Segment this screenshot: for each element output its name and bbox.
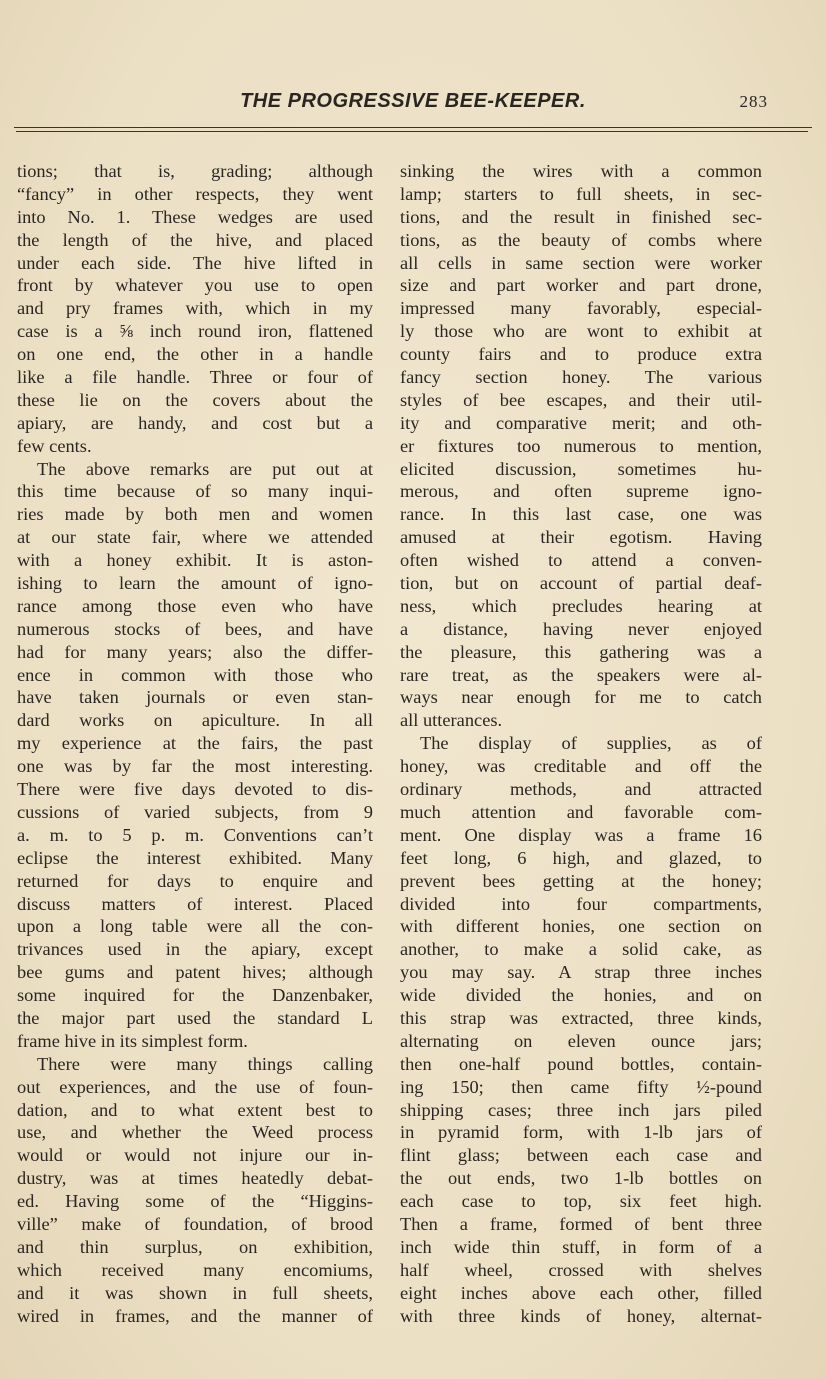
text-line: dard works on apiculture. In all — [17, 710, 373, 731]
text-line: prevent bees getting at the honey; — [400, 870, 762, 891]
page-number: 283 — [739, 92, 768, 111]
text-line: ordinary methods, and attracted — [400, 779, 762, 800]
page-header — [0, 90, 826, 120]
text-line: ries made by both men and women — [17, 504, 373, 525]
text-line: The above remarks are put out at — [37, 458, 373, 479]
text-line: honey, was creditable and off the — [400, 756, 762, 777]
text-line: a. m. to 5 p. m. Conventions can’t — [17, 824, 373, 845]
text-line: divided into four compartments, — [400, 893, 762, 914]
text-line: all cells in same section were worker — [400, 252, 762, 273]
text-line: each case to top, six feet high. — [400, 1191, 762, 1212]
text-line: eclipse the interest exhibited. Many — [17, 847, 373, 868]
text-line: this time because of so many inqui- — [17, 481, 373, 502]
text-line: out experiences, and the use of foun- — [17, 1076, 373, 1097]
text-line: There were many things calling — [37, 1053, 373, 1074]
text-line: tions, and the result in finished sec- — [400, 206, 762, 227]
text-line: half wheel, crossed with shelves — [400, 1259, 762, 1280]
text-line: ity and comparative merit; and oth- — [400, 412, 762, 433]
header-rule — [14, 127, 812, 128]
text-line: under each side. The hive lifted in — [17, 252, 373, 273]
text-line: There were five days devoted to dis- — [17, 779, 373, 800]
text-line: dustry, was at times heatedly debat- — [17, 1168, 373, 1189]
right-column — [400, 160, 762, 1327]
text-line: wide divided the honies, and on — [400, 985, 762, 1006]
text-line: ment. One display was a frame 16 — [400, 824, 762, 845]
text-line: sinking the wires with a common — [400, 161, 762, 181]
text-line: few cents. — [17, 435, 92, 456]
text-line: like a file handle. Three or four of — [17, 367, 373, 388]
text-line: tions; that is, grading; although — [17, 161, 373, 181]
text-line: much attention and favorable com- — [400, 801, 762, 822]
text-line: front by whatever you use to open — [17, 275, 373, 296]
text-line: ishing to learn the amount of igno- — [17, 573, 373, 594]
text-line: lamp; starters to full sheets, in sec- — [400, 183, 762, 204]
text-line: this strap was extracted, three kinds, — [400, 1007, 762, 1028]
text-line: tion, but on account of partial deaf- — [400, 573, 762, 594]
text-line: the length of the hive, and placed — [17, 229, 373, 250]
text-line: case is a ⅝ inch round iron, flattened — [17, 321, 373, 342]
text-line: these lie on the covers about the — [17, 389, 373, 410]
text-line: er fixtures too numerous to mention, — [400, 435, 762, 456]
text-line: The display of supplies, as of — [420, 733, 762, 754]
text-line: some inquired for the Danzenbaker, — [17, 985, 373, 1006]
running-title: THE PROGRESSIVE BEE-KEEPER. — [240, 90, 586, 112]
text-line: in pyramid form, with 1-lb jars of — [400, 1122, 762, 1143]
text-line: amused at their egotism. Having — [400, 527, 762, 548]
text-line: returned for days to enquire and — [17, 870, 373, 891]
text-line: alternating on eleven ounce jars; — [400, 1030, 762, 1051]
header-rule-thin — [16, 131, 808, 132]
text-line: styles of bee escapes, and their util- — [400, 389, 762, 410]
text-line: had for many years; also the differ- — [17, 641, 373, 662]
text-line: have taken journals or even stan- — [17, 687, 373, 708]
text-line: often wished to attend a conven- — [400, 550, 762, 571]
text-line: into No. 1. These wedges are used — [17, 206, 373, 227]
text-line: Then a frame, formed of bent three — [400, 1213, 762, 1234]
text-line: upon a long table were all the con- — [17, 916, 373, 937]
text-line: feet long, 6 high, and glazed, to — [400, 847, 762, 868]
text-line: the pleasure, this gathering was a — [400, 641, 762, 662]
text-line: you may say. A strap three inches — [400, 962, 762, 983]
text-line: rance. In this last case, one was — [400, 504, 762, 525]
text-line: county fairs and to produce extra — [400, 344, 762, 365]
text-line: and thin surplus, on exhibition, — [17, 1236, 373, 1257]
text-line: ed. Having some of the “Higgins- — [17, 1191, 373, 1212]
text-line: eight inches above each other, filled — [400, 1282, 762, 1303]
text-line: rance among those even who have — [17, 595, 373, 616]
text-line: rare treat, as the speakers were al- — [400, 664, 762, 685]
text-line: ing 150; then came fifty ½-pound — [400, 1076, 762, 1097]
text-line: bee gums and patent hives; although — [17, 962, 373, 983]
text-line: discuss matters of interest. Placed — [17, 893, 373, 914]
text-line: shipping cases; three inch jars piled — [400, 1099, 762, 1120]
text-line: at our state fair, where we attended — [17, 527, 373, 548]
text-line: ly those who are wont to exhibit at — [400, 321, 762, 342]
text-line: inch wide thin stuff, in form of a — [400, 1236, 762, 1257]
text-line: ways near enough for me to catch — [400, 687, 762, 708]
text-line: apiary, are handy, and cost but a — [17, 412, 373, 433]
text-line: frame hive in its simplest form. — [17, 1030, 248, 1051]
text-line: elicited discussion, sometimes hu- — [400, 458, 762, 479]
text-line: merous, and often supreme igno- — [400, 481, 762, 502]
text-line: trivances used in the apiary, except — [17, 939, 373, 960]
text-line: dation, and to what extent best to — [17, 1099, 373, 1120]
text-line: with a honey exhibit. It is aston- — [17, 550, 373, 571]
text-line: flint glass; between each case and — [400, 1145, 762, 1166]
text-line: and it was shown in full sheets, — [17, 1282, 373, 1303]
text-line: one was by far the most interesting. — [17, 756, 373, 777]
text-line: impressed many favorably, especial- — [400, 298, 762, 319]
text-line: with three kinds of honey, alternat- — [400, 1305, 762, 1326]
text-line: “fancy” in other respects, they went — [17, 183, 373, 204]
text-line: tions, as the beauty of combs where — [400, 229, 762, 250]
text-line: wired in frames, and the manner of — [17, 1305, 373, 1326]
text-line: with different honies, one section on — [400, 916, 762, 937]
text-line: all utterances. — [400, 710, 503, 731]
text-line: another, to make a solid cake, as — [400, 939, 762, 960]
left-column — [17, 160, 373, 1327]
text-line: ness, which precludes hearing at — [400, 595, 762, 616]
text-line: on one end, the other in a handle — [17, 344, 373, 365]
text-line: size and part worker and part drone, — [400, 275, 762, 296]
text-line: my experience at the fairs, the past — [17, 733, 373, 754]
text-line: ville” make of foundation, of brood — [17, 1213, 373, 1234]
text-line: ence in common with those who — [17, 664, 373, 685]
text-line: then one-half pound bottles, contain- — [400, 1053, 762, 1074]
text-line: the out ends, two 1-lb bottles on — [400, 1168, 762, 1189]
text-line: numerous stocks of bees, and have — [17, 618, 373, 639]
text-line: the major part used the standard L — [17, 1007, 373, 1028]
text-line: use, and whether the Weed process — [17, 1122, 373, 1143]
text-line: a distance, having never enjoyed — [400, 618, 762, 639]
text-line: cussions of varied subjects, from 9 — [17, 801, 373, 822]
text-line: would or would not injure our in- — [17, 1145, 373, 1166]
text-line: fancy section honey. The various — [400, 367, 762, 388]
text-line: and pry frames with, which in my — [17, 298, 373, 319]
text-line: which received many encomiums, — [17, 1259, 373, 1280]
